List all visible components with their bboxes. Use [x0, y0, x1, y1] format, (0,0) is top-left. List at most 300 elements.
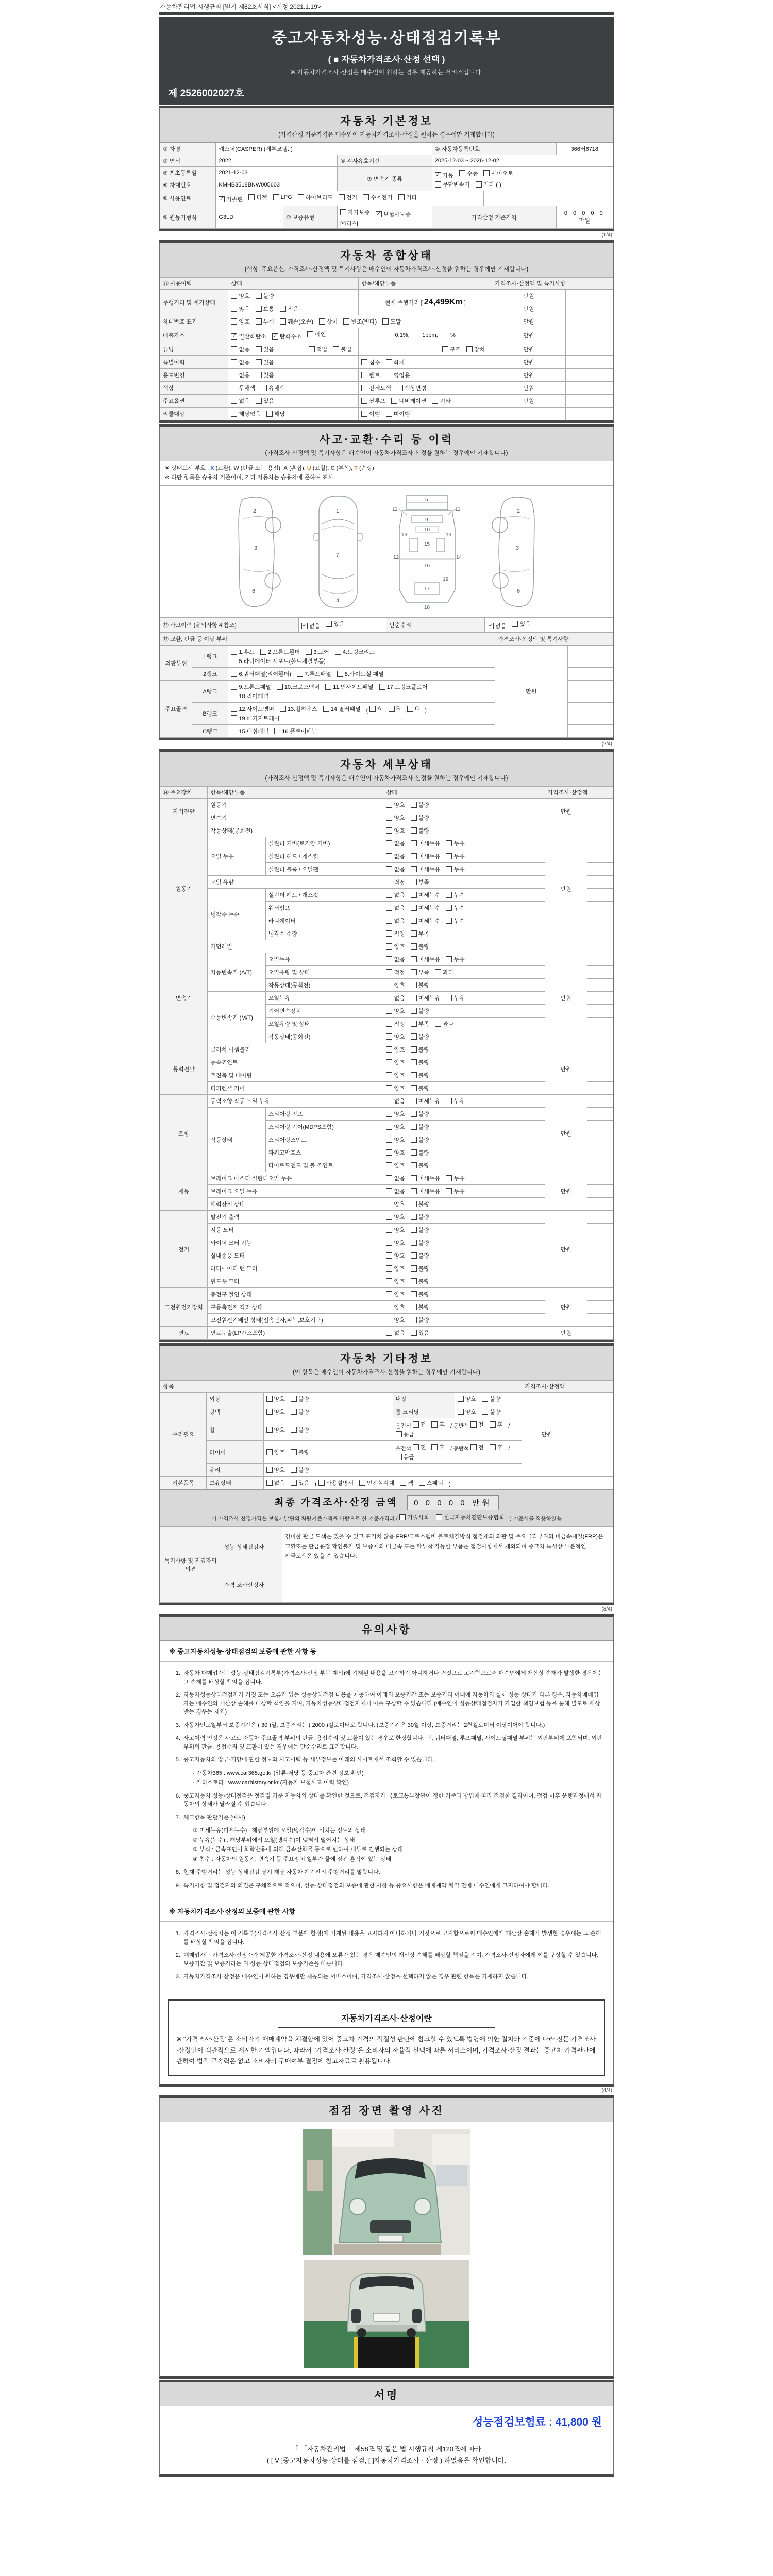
- checkbox-option[interactable]: [386, 1071, 405, 1079]
- checkbox-option[interactable]: [386, 1290, 405, 1298]
- checkbox-option[interactable]: [301, 622, 320, 630]
- unchecked-box-icon[interactable]: [397, 385, 403, 391]
- unchecked-box-icon[interactable]: [231, 728, 237, 734]
- unchecked-box-icon[interactable]: [411, 853, 417, 859]
- unchecked-box-icon[interactable]: [411, 1304, 417, 1310]
- unchecked-box-icon[interactable]: [361, 359, 367, 365]
- unchecked-box-icon[interactable]: [369, 706, 376, 712]
- unchecked-box-icon[interactable]: [325, 684, 331, 690]
- unchecked-box-icon[interactable]: [411, 1240, 417, 1246]
- unchecked-box-icon[interactable]: [411, 840, 417, 846]
- unchecked-box-icon[interactable]: [386, 1033, 392, 1040]
- checkbox-option[interactable]: [277, 683, 320, 691]
- checkbox-option[interactable]: [261, 384, 285, 392]
- unchecked-box-icon[interactable]: [398, 194, 405, 200]
- checkbox-option[interactable]: [361, 371, 380, 379]
- checkbox-option[interactable]: [490, 1420, 503, 1429]
- checkbox-option[interactable]: [397, 384, 427, 392]
- checkbox-option[interactable]: [411, 1226, 429, 1234]
- unchecked-box-icon[interactable]: [483, 170, 490, 176]
- unchecked-box-icon[interactable]: [291, 1409, 297, 1415]
- checkbox-option[interactable]: [490, 1443, 503, 1451]
- unchecked-box-icon[interactable]: [459, 170, 465, 176]
- unchecked-box-icon[interactable]: [466, 346, 473, 352]
- checkbox-option[interactable]: [411, 1290, 429, 1298]
- checkbox-option[interactable]: [446, 1097, 464, 1105]
- checkbox-option[interactable]: [413, 1420, 426, 1429]
- checkbox-option[interactable]: [291, 1448, 309, 1456]
- checkbox-option[interactable]: [386, 1316, 405, 1324]
- unchecked-box-icon[interactable]: [411, 1317, 417, 1323]
- unchecked-box-icon[interactable]: [431, 1421, 438, 1428]
- checkbox-option[interactable]: [435, 1020, 453, 1028]
- checkbox-option[interactable]: [446, 891, 464, 899]
- unchecked-box-icon[interactable]: [379, 684, 385, 690]
- checkbox-option[interactable]: [431, 1420, 445, 1429]
- unchecked-box-icon[interactable]: [231, 372, 237, 378]
- checkbox-option[interactable]: [411, 981, 429, 989]
- checkbox-option[interactable]: [318, 1479, 354, 1487]
- checkbox-option[interactable]: [482, 1408, 500, 1416]
- checkbox-option[interactable]: [432, 397, 450, 405]
- checkbox-option[interactable]: [231, 683, 271, 691]
- unchecked-box-icon[interactable]: [386, 866, 392, 872]
- unchecked-box-icon[interactable]: [248, 194, 255, 200]
- checkbox-option[interactable]: [411, 929, 429, 938]
- unchecked-box-icon[interactable]: [231, 346, 237, 352]
- unchecked-box-icon[interactable]: [386, 411, 392, 417]
- checkbox-option[interactable]: [411, 904, 441, 912]
- unchecked-box-icon[interactable]: [470, 1421, 477, 1428]
- checkbox-option[interactable]: [376, 210, 411, 218]
- checkbox-option[interactable]: [369, 706, 381, 712]
- unchecked-box-icon[interactable]: [411, 1046, 417, 1053]
- unchecked-box-icon[interactable]: [411, 1137, 417, 1143]
- unchecked-box-icon[interactable]: [280, 318, 286, 325]
- unchecked-box-icon[interactable]: [411, 1059, 417, 1065]
- checkbox-option[interactable]: [488, 622, 506, 630]
- checkbox-option[interactable]: [266, 1395, 285, 1403]
- checkbox-option[interactable]: [411, 1058, 429, 1066]
- checkbox-option[interactable]: [411, 994, 441, 1002]
- unchecked-box-icon[interactable]: [476, 181, 482, 188]
- checkbox-option[interactable]: [319, 317, 338, 326]
- checkbox-option[interactable]: [446, 865, 464, 873]
- unchecked-box-icon[interactable]: [307, 331, 313, 337]
- checkbox-option[interactable]: [386, 929, 405, 938]
- unchecked-box-icon[interactable]: [386, 995, 392, 1001]
- checkbox-option[interactable]: [291, 1408, 309, 1416]
- unchecked-box-icon[interactable]: [411, 1278, 417, 1284]
- unchecked-box-icon[interactable]: [386, 840, 392, 846]
- unchecked-box-icon[interactable]: [411, 943, 417, 950]
- checkbox-option[interactable]: [386, 1020, 405, 1028]
- unchecked-box-icon[interactable]: [446, 1098, 452, 1104]
- unchecked-box-icon[interactable]: [411, 1111, 417, 1117]
- unchecked-box-icon[interactable]: [231, 359, 237, 365]
- unchecked-box-icon[interactable]: [231, 684, 237, 690]
- unchecked-box-icon[interactable]: [411, 930, 417, 937]
- unchecked-box-icon[interactable]: [435, 181, 441, 188]
- checked-box-icon[interactable]: ✓: [376, 211, 381, 217]
- unchecked-box-icon[interactable]: [386, 1240, 392, 1246]
- checkbox-option[interactable]: [386, 981, 405, 989]
- unchecked-box-icon[interactable]: [411, 982, 417, 988]
- unchecked-box-icon[interactable]: [386, 359, 392, 365]
- checkbox-option[interactable]: [386, 1226, 405, 1234]
- unchecked-box-icon[interactable]: [446, 840, 452, 846]
- checkbox-option[interactable]: [231, 304, 249, 313]
- unchecked-box-icon[interactable]: [407, 706, 413, 712]
- unchecked-box-icon[interactable]: [411, 892, 417, 898]
- unchecked-box-icon[interactable]: [446, 956, 452, 962]
- unchecked-box-icon[interactable]: [326, 621, 332, 627]
- checkbox-option[interactable]: [411, 1303, 429, 1311]
- checkbox-option[interactable]: [419, 1479, 443, 1487]
- checkbox-option[interactable]: [361, 410, 380, 418]
- checkbox-option[interactable]: [386, 371, 410, 379]
- unchecked-box-icon[interactable]: [458, 1396, 464, 1402]
- unchecked-box-icon[interactable]: [435, 969, 441, 975]
- unchecked-box-icon[interactable]: [386, 802, 392, 808]
- checkbox-option[interactable]: [231, 332, 266, 341]
- checkbox-option[interactable]: [386, 1084, 405, 1092]
- unchecked-box-icon[interactable]: [411, 1033, 417, 1040]
- unchecked-box-icon[interactable]: [391, 398, 397, 404]
- unchecked-box-icon[interactable]: [337, 671, 343, 677]
- checkbox-option[interactable]: [280, 304, 298, 313]
- unchecked-box-icon[interactable]: [298, 194, 304, 200]
- unchecked-box-icon[interactable]: [266, 1480, 273, 1486]
- unchecked-box-icon[interactable]: [280, 706, 286, 712]
- checkbox-option[interactable]: [411, 1200, 429, 1208]
- unchecked-box-icon[interactable]: [386, 1137, 392, 1143]
- unchecked-box-icon[interactable]: [266, 1396, 273, 1402]
- checkbox-option[interactable]: [266, 410, 285, 418]
- checkbox-option[interactable]: [343, 317, 377, 326]
- unchecked-box-icon[interactable]: [261, 385, 267, 391]
- checkbox-option[interactable]: [231, 371, 249, 379]
- checkbox-option[interactable]: [411, 865, 441, 873]
- unchecked-box-icon[interactable]: [435, 1021, 441, 1027]
- checkbox-option[interactable]: [411, 1213, 429, 1221]
- unchecked-box-icon[interactable]: [411, 905, 417, 911]
- checkbox-option[interactable]: [386, 839, 405, 848]
- checkbox-option[interactable]: [386, 1032, 405, 1041]
- checkbox-option[interactable]: [446, 852, 464, 860]
- unchecked-box-icon[interactable]: [386, 943, 392, 950]
- checkbox-option[interactable]: [386, 1136, 405, 1144]
- unchecked-box-icon[interactable]: [386, 1291, 392, 1297]
- unchecked-box-icon[interactable]: [323, 706, 329, 712]
- unchecked-box-icon[interactable]: [231, 649, 237, 655]
- checkbox-option[interactable]: [386, 994, 405, 1002]
- checkbox-option[interactable]: [231, 727, 268, 735]
- unchecked-box-icon[interactable]: [413, 1444, 419, 1450]
- unchecked-box-icon[interactable]: [411, 1330, 417, 1336]
- unchecked-box-icon[interactable]: [256, 359, 262, 365]
- unchecked-box-icon[interactable]: [386, 1149, 392, 1156]
- checked-box-icon[interactable]: ✓: [220, 196, 224, 202]
- checkbox-option[interactable]: [411, 917, 441, 925]
- unchecked-box-icon[interactable]: [297, 671, 303, 677]
- unchecked-box-icon[interactable]: [389, 706, 395, 712]
- checkbox-option[interactable]: [446, 1174, 464, 1182]
- unchecked-box-icon[interactable]: [411, 995, 417, 1001]
- checkbox-option[interactable]: [446, 904, 464, 912]
- unchecked-box-icon[interactable]: [386, 879, 392, 885]
- checkbox-option[interactable]: [411, 968, 429, 976]
- unchecked-box-icon[interactable]: [386, 1008, 392, 1014]
- unchecked-box-icon[interactable]: [386, 1227, 392, 1233]
- unchecked-box-icon[interactable]: [340, 209, 346, 215]
- unchecked-box-icon[interactable]: [411, 1175, 417, 1181]
- checked-box-icon[interactable]: ✓: [302, 623, 307, 629]
- unchecked-box-icon[interactable]: [411, 802, 417, 808]
- unchecked-box-icon[interactable]: [413, 1421, 419, 1428]
- unchecked-box-icon[interactable]: [256, 318, 262, 325]
- checkbox-option[interactable]: [340, 208, 370, 216]
- checkbox-option[interactable]: [386, 968, 405, 976]
- checkbox-option[interactable]: [446, 955, 464, 963]
- checkbox-option[interactable]: [256, 304, 274, 313]
- checkbox-option[interactable]: [411, 942, 429, 951]
- checkbox-option[interactable]: [431, 1443, 445, 1451]
- unchecked-box-icon[interactable]: [386, 930, 392, 937]
- unchecked-box-icon[interactable]: [280, 306, 286, 312]
- checkbox-option[interactable]: [386, 1058, 405, 1066]
- checkbox-option[interactable]: [411, 1032, 429, 1041]
- unchecked-box-icon[interactable]: [343, 318, 349, 325]
- checkbox-option[interactable]: [398, 193, 417, 201]
- unchecked-box-icon[interactable]: [361, 398, 367, 404]
- unchecked-box-icon[interactable]: [231, 671, 237, 677]
- unchecked-box-icon[interactable]: [386, 956, 392, 962]
- checkbox-option[interactable]: [386, 865, 405, 873]
- unchecked-box-icon[interactable]: [446, 995, 452, 1001]
- checked-box-icon[interactable]: ✓: [488, 623, 493, 629]
- checkbox-option[interactable]: [361, 384, 391, 392]
- checkbox-option[interactable]: [291, 1466, 309, 1474]
- checkbox-option[interactable]: [411, 1316, 429, 1324]
- unchecked-box-icon[interactable]: [386, 815, 392, 821]
- unchecked-box-icon[interactable]: [291, 1467, 297, 1473]
- unchecked-box-icon[interactable]: [470, 1444, 477, 1450]
- unchecked-box-icon[interactable]: [231, 398, 237, 404]
- unchecked-box-icon[interactable]: [386, 1278, 392, 1284]
- unchecked-box-icon[interactable]: [231, 693, 237, 699]
- unchecked-box-icon[interactable]: [446, 918, 452, 924]
- checkbox-option[interactable]: [411, 852, 441, 860]
- checkbox-option[interactable]: [339, 193, 357, 201]
- checkbox-option[interactable]: [382, 317, 401, 326]
- checkbox-option[interactable]: [458, 1408, 476, 1416]
- checkbox-option[interactable]: [231, 292, 249, 300]
- checkbox-option[interactable]: [266, 1479, 285, 1487]
- unchecked-box-icon[interactable]: [386, 1162, 392, 1168]
- checkbox-option[interactable]: [399, 1513, 429, 1521]
- checkbox-option[interactable]: [466, 345, 485, 353]
- unchecked-box-icon[interactable]: [291, 1480, 297, 1486]
- checkbox-option[interactable]: [323, 705, 361, 713]
- unchecked-box-icon[interactable]: [386, 372, 392, 378]
- unchecked-box-icon[interactable]: [386, 905, 392, 911]
- checkbox-option[interactable]: [386, 1123, 405, 1131]
- unchecked-box-icon[interactable]: [411, 827, 417, 834]
- checkbox-option[interactable]: [386, 1213, 405, 1221]
- unchecked-box-icon[interactable]: [335, 649, 341, 655]
- checkbox-option[interactable]: [256, 397, 274, 405]
- checkbox-option[interactable]: [411, 1084, 429, 1092]
- unchecked-box-icon[interactable]: [482, 1396, 488, 1402]
- checkbox-option[interactable]: [291, 1479, 309, 1487]
- checkbox-option[interactable]: [386, 1187, 405, 1195]
- checkbox-option[interactable]: [386, 826, 405, 835]
- checkbox-option[interactable]: [231, 714, 279, 722]
- unchecked-box-icon[interactable]: [411, 1085, 417, 1091]
- checkbox-option[interactable]: [335, 648, 375, 656]
- checkbox-option[interactable]: [386, 1303, 405, 1311]
- unchecked-box-icon[interactable]: [266, 1449, 273, 1455]
- unchecked-box-icon[interactable]: [411, 1021, 417, 1027]
- checkbox-option[interactable]: [280, 705, 317, 713]
- checkbox-option[interactable]: [396, 1430, 414, 1438]
- checkbox-option[interactable]: [386, 358, 405, 366]
- checkbox-option[interactable]: [446, 994, 464, 1002]
- checkbox-option[interactable]: [266, 1448, 285, 1456]
- checkbox-option[interactable]: [411, 1329, 429, 1337]
- unchecked-box-icon[interactable]: [411, 1227, 417, 1233]
- unchecked-box-icon[interactable]: [361, 385, 367, 391]
- checkbox-option[interactable]: [256, 358, 274, 366]
- checkbox-option[interactable]: [379, 683, 428, 691]
- unchecked-box-icon[interactable]: [512, 621, 518, 627]
- unchecked-box-icon[interactable]: [231, 706, 237, 712]
- checkbox-option[interactable]: [298, 193, 333, 201]
- unchecked-box-icon[interactable]: [386, 1330, 392, 1336]
- checkbox-option[interactable]: [446, 839, 464, 848]
- unchecked-box-icon[interactable]: [266, 1467, 273, 1473]
- checkbox-option[interactable]: [256, 292, 274, 300]
- checkbox-option[interactable]: [483, 169, 513, 177]
- checkbox-option[interactable]: [411, 1251, 429, 1260]
- checkbox-option[interactable]: [411, 826, 429, 835]
- checkbox-option[interactable]: [273, 194, 292, 200]
- unchecked-box-icon[interactable]: [419, 1480, 425, 1486]
- unchecked-box-icon[interactable]: [411, 1008, 417, 1014]
- checkbox-option[interactable]: [411, 1045, 429, 1054]
- unchecked-box-icon[interactable]: [411, 1252, 417, 1259]
- unchecked-box-icon[interactable]: [446, 905, 452, 911]
- unchecked-box-icon[interactable]: [386, 918, 392, 924]
- checkbox-option[interactable]: [446, 917, 464, 925]
- checkbox-option[interactable]: [231, 397, 249, 405]
- unchecked-box-icon[interactable]: [266, 1427, 273, 1433]
- checkbox-option[interactable]: [359, 1479, 394, 1487]
- unchecked-box-icon[interactable]: [482, 1409, 488, 1415]
- unchecked-box-icon[interactable]: [266, 411, 273, 417]
- unchecked-box-icon[interactable]: [256, 293, 262, 299]
- unchecked-box-icon[interactable]: [411, 1098, 417, 1104]
- unchecked-box-icon[interactable]: [382, 318, 389, 325]
- unchecked-box-icon[interactable]: [446, 1175, 452, 1181]
- unchecked-box-icon[interactable]: [411, 1124, 417, 1130]
- checkbox-option[interactable]: [470, 1443, 484, 1451]
- unchecked-box-icon[interactable]: [339, 194, 345, 200]
- unchecked-box-icon[interactable]: [386, 969, 392, 975]
- checkbox-option[interactable]: [274, 727, 317, 735]
- checkbox-option[interactable]: [231, 384, 255, 392]
- checked-box-icon[interactable]: ✓: [435, 172, 440, 178]
- unchecked-box-icon[interactable]: [386, 892, 392, 898]
- unchecked-box-icon[interactable]: [306, 649, 312, 655]
- checkbox-option[interactable]: [231, 358, 249, 366]
- checkbox-option[interactable]: [231, 692, 268, 700]
- checkbox-option[interactable]: [386, 1200, 405, 1208]
- checkbox-option[interactable]: [386, 814, 405, 822]
- unchecked-box-icon[interactable]: [274, 728, 280, 734]
- checkbox-option[interactable]: [411, 891, 441, 899]
- checkbox-option[interactable]: [436, 1513, 504, 1521]
- unchecked-box-icon[interactable]: [291, 1427, 297, 1433]
- checkbox-option[interactable]: [411, 1264, 429, 1273]
- checkbox-option[interactable]: [386, 942, 405, 951]
- unchecked-box-icon[interactable]: [411, 815, 417, 821]
- unchecked-box-icon[interactable]: [256, 346, 262, 352]
- unchecked-box-icon[interactable]: [231, 306, 237, 312]
- checkbox-option[interactable]: [411, 1020, 429, 1028]
- unchecked-box-icon[interactable]: [231, 293, 237, 299]
- checkbox-option[interactable]: [411, 955, 441, 963]
- unchecked-box-icon[interactable]: [446, 866, 452, 872]
- checkbox-option[interactable]: [363, 193, 393, 201]
- checkbox-option[interactable]: [386, 904, 405, 912]
- checkbox-option[interactable]: [386, 1148, 405, 1157]
- unchecked-box-icon[interactable]: [277, 684, 283, 690]
- unchecked-box-icon[interactable]: [386, 1098, 392, 1104]
- checkbox-option[interactable]: [470, 1420, 484, 1429]
- unchecked-box-icon[interactable]: [386, 982, 392, 988]
- checkbox-option[interactable]: [306, 648, 329, 656]
- checkbox-option[interactable]: [411, 1110, 429, 1118]
- checkbox-option[interactable]: [386, 410, 410, 418]
- unchecked-box-icon[interactable]: [256, 306, 262, 312]
- checkbox-option[interactable]: [411, 878, 429, 886]
- unchecked-box-icon[interactable]: [386, 1021, 392, 1027]
- checkbox-option[interactable]: [411, 1071, 429, 1079]
- unchecked-box-icon[interactable]: [231, 385, 237, 391]
- unchecked-box-icon[interactable]: [231, 658, 237, 664]
- unchecked-box-icon[interactable]: [386, 1201, 392, 1207]
- checkbox-option[interactable]: [309, 345, 327, 353]
- checkbox-option[interactable]: [386, 891, 405, 899]
- checkbox-option[interactable]: [396, 1453, 414, 1461]
- checkbox-option[interactable]: [386, 1329, 405, 1337]
- unchecked-box-icon[interactable]: [359, 1480, 365, 1486]
- unchecked-box-icon[interactable]: [291, 1449, 297, 1455]
- checked-box-icon[interactable]: ✓: [232, 333, 237, 339]
- unchecked-box-icon[interactable]: [396, 1431, 402, 1437]
- unchecked-box-icon[interactable]: [231, 715, 237, 721]
- checkbox-option[interactable]: [482, 1395, 500, 1403]
- unchecked-box-icon[interactable]: [309, 346, 315, 352]
- unchecked-box-icon[interactable]: [411, 1214, 417, 1220]
- unchecked-box-icon[interactable]: [411, 866, 417, 872]
- checkbox-option[interactable]: [386, 1161, 405, 1170]
- checkbox-option[interactable]: [386, 1239, 405, 1247]
- checkbox-option[interactable]: [386, 1277, 405, 1285]
- checkbox-option[interactable]: [231, 410, 261, 418]
